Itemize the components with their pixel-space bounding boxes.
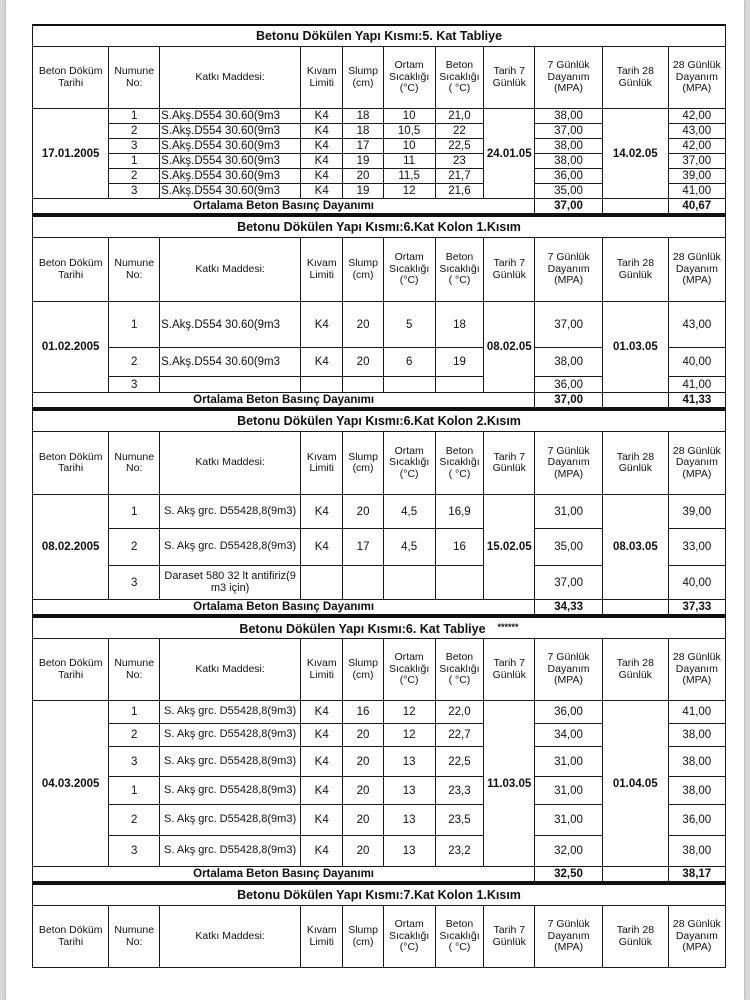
average-7-day: 34,33 xyxy=(535,600,603,616)
average-spacer xyxy=(603,393,669,409)
strength-7-day: 31,00 xyxy=(535,747,603,777)
section-title xyxy=(33,25,726,47)
average-28-day: 38,17 xyxy=(668,867,725,883)
header-additive: Katkı Maddesi: xyxy=(160,906,301,968)
average-spacer xyxy=(602,867,668,883)
section-title-text: Betonu Dökülen Yapı Kısmı:7.Kat Kolon 1.Kısım xyxy=(237,888,521,902)
strength-7-day: 38,00 xyxy=(535,348,603,377)
header-date-7: Tarih 7 Günlük xyxy=(484,639,535,701)
strength-28-day: 37,00 xyxy=(668,154,725,169)
header-date-28: Tarih 28 Günlük xyxy=(603,238,669,302)
strength-28-day: 38,00 xyxy=(668,777,725,805)
additive: S.Akş.D554 30.60(9m3 xyxy=(160,184,301,199)
strength-7-day: 38,00 xyxy=(535,109,603,124)
date-7-day: 08.02.05 xyxy=(484,302,535,393)
header-date-28: Tarih 28 Günlük xyxy=(603,906,669,968)
table-row xyxy=(33,495,726,529)
sample-no: 2 xyxy=(109,348,160,377)
additive: S. Akş grc. D55428,8(9m3) xyxy=(160,701,301,724)
header-date-28: Tarih 28 Günlük xyxy=(602,47,668,109)
average-7-day: 37,00 xyxy=(535,199,603,215)
concrete-temp: 22,5 xyxy=(435,139,484,154)
ambient-temp: 10,5 xyxy=(383,124,435,139)
consistency-limit: K4 xyxy=(301,701,343,724)
strength-7-day: 35,00 xyxy=(535,529,603,566)
consistency-limit: K4 xyxy=(301,529,343,566)
additive: S.Akş.D554 30.60(9m3 xyxy=(160,139,301,154)
section-table xyxy=(32,616,726,883)
section-title-text: Betonu Dökülen Yapı Kısmı:6.Kat Kolon 1.Kısım xyxy=(237,220,521,234)
header-additive: Katkı Maddesi: xyxy=(160,639,301,701)
header-consistency: Kıvam Limiti xyxy=(301,432,343,495)
slump-value: 20 xyxy=(343,724,383,747)
additive xyxy=(160,377,301,393)
header-slump: Slump (cm) xyxy=(343,238,383,302)
average-28-day: 37,33 xyxy=(668,600,725,616)
strength-28-day: 40,00 xyxy=(668,348,725,377)
consistency-limit: K4 xyxy=(301,154,343,169)
header-ambient-temp: Ortam Sıcaklığı (°C) xyxy=(383,639,435,701)
section-table xyxy=(32,24,726,215)
table-row xyxy=(33,109,726,124)
slump-value: 20 xyxy=(343,302,383,348)
table-row xyxy=(33,701,726,724)
average-label: Ortalama Beton Basınç Dayanımı xyxy=(33,393,535,409)
slump-value: 20 xyxy=(343,169,383,184)
header-strength-28: 28 Günlük Dayanım (MPA) xyxy=(668,639,725,701)
ambient-temp: 10 xyxy=(383,139,435,154)
ambient-temp xyxy=(383,566,435,600)
strength-28-day: 38,00 xyxy=(668,724,725,747)
header-concrete-temp: Beton Sıcaklığı ( °C) xyxy=(435,47,484,109)
additive: S. Akş grc. D55428,8(9m3) xyxy=(160,747,301,777)
concrete-temp: 23,5 xyxy=(435,805,484,836)
additive: S.Akş.D554 30.60(9m3 xyxy=(160,348,301,377)
header-concrete-temp: Beton Sıcaklığı ( °C) xyxy=(435,639,484,701)
table-row xyxy=(33,302,726,348)
strength-7-day: 37,00 xyxy=(535,566,603,600)
sample-no: 3 xyxy=(109,836,160,867)
additive: S. Akş grc. D55428,8(9m3) xyxy=(160,495,301,529)
ambient-temp: 4,5 xyxy=(383,529,435,566)
header-date-7: Tarih 7 Günlük xyxy=(484,432,535,495)
date-7-day: 24.01.05 xyxy=(484,109,535,199)
consistency-limit: K4 xyxy=(301,724,343,747)
strength-7-day: 38,00 xyxy=(535,139,603,154)
slump-value: 20 xyxy=(343,777,383,805)
ambient-temp: 12 xyxy=(383,184,435,199)
strength-28-day: 33,00 xyxy=(668,529,725,566)
cast-date: 04.03.2005 xyxy=(33,701,109,867)
average-spacer xyxy=(603,600,669,616)
average-7-day: 37,00 xyxy=(535,393,603,409)
concrete-temp: 22 xyxy=(435,124,484,139)
section-title xyxy=(33,410,726,432)
header-concrete-temp: Beton Sıcaklığı ( °C) xyxy=(435,238,484,302)
document-page xyxy=(6,0,744,1000)
section-title-text: Betonu Dökülen Yapı Kısmı:5. Kat Tabliye xyxy=(255,29,503,43)
slump-value xyxy=(343,566,383,600)
sample-no: 1 xyxy=(109,701,160,724)
section-title-text: Betonu Dökülen Yapı Kısmı:6.Kat Kolon 2.Kısım xyxy=(237,414,521,428)
sample-no: 3 xyxy=(109,139,160,154)
sample-no: 3 xyxy=(109,184,160,199)
strength-7-day: 35,00 xyxy=(535,184,603,199)
strength-28-day: 41,00 xyxy=(668,701,725,724)
concrete-temp: 19 xyxy=(435,348,484,377)
slump-value: 18 xyxy=(343,109,383,124)
consistency-limit xyxy=(301,377,343,393)
additive: S.Akş.D554 30.60(9m3 xyxy=(160,302,301,348)
consistency-limit: K4 xyxy=(301,109,343,124)
additive: S. Akş grc. D55428,8(9m3) xyxy=(160,836,301,867)
strength-28-day: 38,00 xyxy=(668,836,725,867)
header-consistency: Kıvam Limiti xyxy=(301,238,343,302)
header-consistency: Kıvam Limiti xyxy=(301,906,343,968)
strength-7-day: 36,00 xyxy=(535,377,603,393)
date-7-day: 11.03.05 xyxy=(484,701,535,867)
header-strength-7: 7 Günlük Dayanım (MPA) xyxy=(535,639,603,701)
header-strength-7: 7 Günlük Dayanım (MPA) xyxy=(535,432,603,495)
header-sample-no: Numune No: xyxy=(109,238,160,302)
additive: S. Akş grc. D55428,8(9m3) xyxy=(160,529,301,566)
header-additive: Katkı Maddesi: xyxy=(160,47,301,109)
date-28-day: 01.04.05 xyxy=(602,701,668,867)
slump-value: 16 xyxy=(343,701,383,724)
strength-28-day: 42,00 xyxy=(668,109,725,124)
cast-date: 01.02.2005 xyxy=(33,302,109,393)
consistency-limit: K4 xyxy=(301,169,343,184)
sample-no: 1 xyxy=(109,777,160,805)
header-date-28: Tarih 28 Günlük xyxy=(602,639,668,701)
consistency-limit: K4 xyxy=(301,124,343,139)
header-date-7: Tarih 7 Günlük xyxy=(484,906,535,968)
section-table xyxy=(32,883,726,968)
concrete-temp: 23,2 xyxy=(435,836,484,867)
header-date: Beton Döküm Tarihi xyxy=(33,906,109,968)
header-strength-7: 7 Günlük Dayanım (MPA) xyxy=(535,47,603,109)
additive: Daraset 580 32 lt antifiriz(9 m3 için) xyxy=(160,566,301,600)
strength-28-day: 40,00 xyxy=(668,566,725,600)
header-sample-no: Numune No: xyxy=(109,432,160,495)
section-title-text: Betonu Dökülen Yapı Kısmı:6. Kat Tabliye xyxy=(239,622,486,636)
header-strength-7: 7 Günlük Dayanım (MPA) xyxy=(535,906,603,968)
header-ambient-temp: Ortam Sıcaklığı (°C) xyxy=(383,238,435,302)
consistency-limit: K4 xyxy=(301,495,343,529)
header-date-7: Tarih 7 Günlük xyxy=(484,238,535,302)
consistency-limit: K4 xyxy=(301,777,343,805)
section-title xyxy=(33,617,726,639)
concrete-temp: 16,9 xyxy=(435,495,484,529)
section-table xyxy=(32,409,726,616)
average-label: Ortalama Beton Basınç Dayanımı xyxy=(33,867,535,883)
consistency-limit: K4 xyxy=(301,184,343,199)
ambient-temp: 6 xyxy=(383,348,435,377)
header-sample-no: Numune No: xyxy=(109,639,160,701)
additive: S.Akş.D554 30.60(9m3 xyxy=(160,109,301,124)
average-label: Ortalama Beton Basınç Dayanımı xyxy=(33,199,535,215)
average-7-day: 32,50 xyxy=(535,867,603,883)
consistency-limit: K4 xyxy=(301,805,343,836)
header-slump: Slump (cm) xyxy=(343,906,383,968)
strength-7-day: 36,00 xyxy=(535,169,603,184)
strength-28-day: 36,00 xyxy=(668,805,725,836)
ambient-temp: 12 xyxy=(383,701,435,724)
sample-no: 2 xyxy=(109,724,160,747)
strength-7-day: 31,00 xyxy=(535,495,603,529)
slump-value: 17 xyxy=(343,139,383,154)
sample-no: 2 xyxy=(109,169,160,184)
date-28-day: 08.03.05 xyxy=(603,495,669,600)
sample-no: 3 xyxy=(109,377,160,393)
header-slump: Slump (cm) xyxy=(343,639,383,701)
concrete-temp: 22,7 xyxy=(435,724,484,747)
additive: S.Akş.D554 30.60(9m3 xyxy=(160,154,301,169)
sample-no: 1 xyxy=(109,302,160,348)
strength-28-day: 41,00 xyxy=(668,184,725,199)
sample-no: 2 xyxy=(109,124,160,139)
section-title xyxy=(33,216,726,238)
ambient-temp: 13 xyxy=(383,805,435,836)
concrete-temp xyxy=(435,377,484,393)
header-consistency: Kıvam Limiti xyxy=(301,639,343,701)
concrete-temp: 21,0 xyxy=(435,109,484,124)
average-28-day: 40,67 xyxy=(668,199,725,215)
sample-no: 3 xyxy=(109,747,160,777)
slump-value: 18 xyxy=(343,124,383,139)
header-date: Beton Döküm Tarihi xyxy=(33,432,109,495)
strength-7-day: 31,00 xyxy=(535,805,603,836)
strength-28-day: 43,00 xyxy=(668,302,725,348)
header-strength-28: 28 Günlük Dayanım (MPA) xyxy=(668,432,725,495)
additive: S.Akş.D554 30.60(9m3 xyxy=(160,124,301,139)
sample-no: 3 xyxy=(109,566,160,600)
ambient-temp: 4,5 xyxy=(383,495,435,529)
date-7-day: 15.02.05 xyxy=(484,495,535,600)
header-sample-no: Numune No: xyxy=(109,47,160,109)
section-title-mark: ****** xyxy=(497,622,519,632)
sample-no: 2 xyxy=(109,529,160,566)
strength-7-day: 32,00 xyxy=(535,836,603,867)
header-sample-no: Numune No: xyxy=(109,906,160,968)
additive: S. Akş grc. D55428,8(9m3) xyxy=(160,724,301,747)
strength-28-day: 42,00 xyxy=(668,139,725,154)
concrete-temp: 23,3 xyxy=(435,777,484,805)
header-concrete-temp: Beton Sıcaklığı ( °C) xyxy=(435,432,484,495)
strength-28-day: 43,00 xyxy=(668,124,725,139)
header-strength-7: 7 Günlük Dayanım (MPA) xyxy=(535,238,603,302)
consistency-limit: K4 xyxy=(301,348,343,377)
slump-value: 17 xyxy=(343,529,383,566)
sample-no: 2 xyxy=(109,805,160,836)
header-consistency: Kıvam Limiti xyxy=(301,47,343,109)
additive: S. Akş grc. D55428,8(9m3) xyxy=(160,805,301,836)
slump-value: 20 xyxy=(343,836,383,867)
concrete-temp: 21,7 xyxy=(435,169,484,184)
strength-7-day: 37,00 xyxy=(535,302,603,348)
concrete-temp xyxy=(435,566,484,600)
strength-28-day: 41,00 xyxy=(668,377,725,393)
header-strength-28: 28 Günlük Dayanım (MPA) xyxy=(668,47,725,109)
sample-no: 1 xyxy=(109,109,160,124)
consistency-limit: K4 xyxy=(301,139,343,154)
strength-7-day: 38,00 xyxy=(535,154,603,169)
slump-value: 19 xyxy=(343,184,383,199)
ambient-temp: 13 xyxy=(383,747,435,777)
header-ambient-temp: Ortam Sıcaklığı (°C) xyxy=(383,906,435,968)
header-date: Beton Döküm Tarihi xyxy=(33,639,109,701)
header-ambient-temp: Ortam Sıcaklığı (°C) xyxy=(383,47,435,109)
section-table xyxy=(32,215,726,409)
strength-7-day: 36,00 xyxy=(535,701,603,724)
header-strength-28: 28 Günlük Dayanım (MPA) xyxy=(668,238,725,302)
slump-value xyxy=(343,377,383,393)
concrete-temp: 22,0 xyxy=(435,701,484,724)
concrete-test-report xyxy=(32,24,726,968)
date-28-day: 14.02.05 xyxy=(602,109,668,199)
sample-no: 1 xyxy=(109,495,160,529)
sample-no: 1 xyxy=(109,154,160,169)
ambient-temp: 13 xyxy=(383,777,435,805)
slump-value: 20 xyxy=(343,747,383,777)
ambient-temp: 5 xyxy=(383,302,435,348)
average-28-day: 41,33 xyxy=(668,393,725,409)
ambient-temp: 10 xyxy=(383,109,435,124)
strength-7-day: 34,00 xyxy=(535,724,603,747)
section-title xyxy=(33,884,726,906)
consistency-limit: K4 xyxy=(301,836,343,867)
header-date: Beton Döküm Tarihi xyxy=(33,238,109,302)
cast-date: 17.01.2005 xyxy=(33,109,109,199)
header-date-28: Tarih 28 Günlük xyxy=(603,432,669,495)
ambient-temp xyxy=(383,377,435,393)
concrete-temp: 23 xyxy=(435,154,484,169)
header-date: Beton Döküm Tarihi xyxy=(33,47,109,109)
additive: S.Akş.D554 30.60(9m3 xyxy=(160,169,301,184)
consistency-limit: K4 xyxy=(301,747,343,777)
header-slump: Slump (cm) xyxy=(343,47,383,109)
additive: S. Akş grc. D55428,8(9m3) xyxy=(160,777,301,805)
ambient-temp: 11,5 xyxy=(383,169,435,184)
consistency-limit: K4 xyxy=(301,302,343,348)
header-date-7: Tarih 7 Günlük xyxy=(484,47,535,109)
header-additive: Katkı Maddesi: xyxy=(160,238,301,302)
concrete-temp: 18 xyxy=(435,302,484,348)
average-label: Ortalama Beton Basınç Dayanımı xyxy=(33,600,535,616)
header-concrete-temp: Beton Sıcaklığı ( °C) xyxy=(435,906,484,968)
strength-7-day: 31,00 xyxy=(535,777,603,805)
ambient-temp: 13 xyxy=(383,836,435,867)
header-slump: Slump (cm) xyxy=(343,432,383,495)
strength-28-day: 39,00 xyxy=(668,169,725,184)
slump-value: 19 xyxy=(343,154,383,169)
slump-value: 20 xyxy=(343,805,383,836)
header-strength-28: 28 Günlük Dayanım (MPA) xyxy=(668,906,725,968)
date-28-day: 01.03.05 xyxy=(603,302,669,393)
ambient-temp: 11 xyxy=(383,154,435,169)
strength-28-day: 38,00 xyxy=(668,747,725,777)
header-additive: Katkı Maddesi: xyxy=(160,432,301,495)
strength-7-day: 37,00 xyxy=(535,124,603,139)
strength-28-day: 39,00 xyxy=(668,495,725,529)
cast-date: 08.02.2005 xyxy=(33,495,109,600)
concrete-temp: 21,6 xyxy=(435,184,484,199)
slump-value: 20 xyxy=(343,348,383,377)
concrete-temp: 16 xyxy=(435,529,484,566)
concrete-temp: 22,5 xyxy=(435,747,484,777)
ambient-temp: 12 xyxy=(383,724,435,747)
slump-value: 20 xyxy=(343,495,383,529)
consistency-limit xyxy=(301,566,343,600)
average-spacer xyxy=(602,199,668,215)
header-ambient-temp: Ortam Sıcaklığı (°C) xyxy=(383,432,435,495)
